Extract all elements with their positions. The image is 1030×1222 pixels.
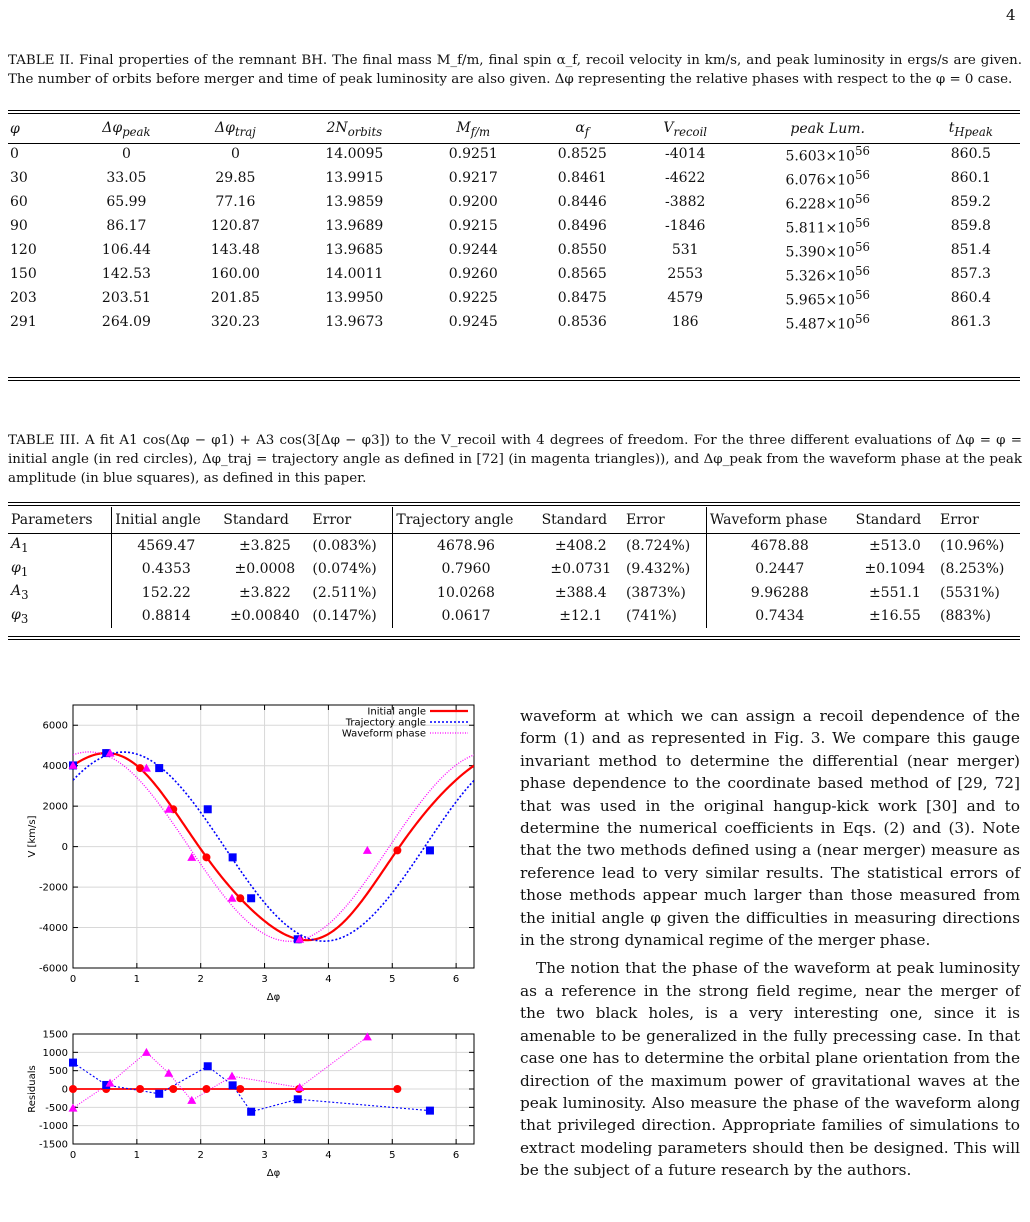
table2-cell: 860.5 [950,146,991,162]
table3-header-cell: Error [309,507,392,534]
table2-header-cell: $\Delta\varphi_{peak}$ [102,119,151,139]
table3-cell: ±513.0 [868,537,921,554]
table-row [8,286,1020,310]
data-point [247,894,255,902]
data-point [227,894,236,902]
table3-cell: ±0.1094 [864,561,926,578]
table3-cell: (2.511%) [309,581,392,605]
x-tick-label: 6 [452,1150,460,1161]
data-point [202,853,210,861]
table3-cell: ±3.822 [238,584,291,601]
table2-cell: $5.603\times 10^{56}$ [785,143,870,165]
y-tick-label: 1000 [42,1047,68,1059]
table2-cell: 0.8446 [557,194,607,210]
table-row [8,558,1020,582]
table2-caption: TABLE II. Final properties of the remnant BH. The final mass M_f/m, final spin α_f, recoil velocity in km/s, and peak luminosity in ergs/s are given. The number of orbits before merger and time of peak luminosity are also given. Δφ representing the relative phases with respect to the φ = 0 case. [8,53,1022,87]
body-paragraph: The notion that the phase of the waveform at peak luminosity as a reference in the strong field regime, near the merger of the two black holes, is a very interesting one, since it is amenable to be generalized in the fully precessing case. In that case one has to determine the orbital plane orientation from the direction of the maximum power of gravitational waves at the peak luminosity. Also measure the phase of the waveform along that privileged direction. Appropriate families of simulations to extract modeling parameters should then be designed. This will be the subject of a future research by the authors. [520,959,1020,1180]
table3-header-cell: Waveform phase [706,507,852,534]
table2-cell: 291 [10,314,37,330]
table-row [8,262,1020,286]
table2-cell: 142.53 [101,266,151,282]
table2-cell: 264.09 [101,314,151,330]
data-point [393,846,401,854]
table3-cell: $A_1$ [8,534,112,558]
table2-cell: 0.8565 [557,266,607,282]
residual-line [73,1037,367,1108]
y-tick-label: 2000 [42,801,68,813]
table3-cell: 0.7434 [755,608,805,625]
legend-label: Trajectory angle [345,717,426,729]
y-tick-label: -500 [45,1102,68,1114]
table2-cell: -1846 [665,218,706,234]
x-tick-label: 3 [261,974,268,985]
x-tick-label: 1 [133,1150,141,1161]
table2-cell: 13.9859 [325,194,384,210]
y-tick-label: 4000 [42,761,68,773]
table2-cell: 186 [671,314,699,330]
table2-cell: 0 [10,146,19,162]
table2-header-cell: $2N_{orbits}$ [326,119,383,139]
table3-cell: 0.7960 [441,561,491,578]
table3-cell: ±0.0008 [234,561,296,578]
table2-cell: 0.8536 [557,314,607,330]
table3-cell: 0.4353 [141,561,191,578]
plot-area [73,1037,430,1112]
data-point [155,764,163,772]
table3-cell: $\varphi_3$ [8,605,112,629]
body-paragraph: waveform at which we can assign a recoil dependence of the form (1) and as represented in Fig. 3. We compare this gauge invariant method to determine the differential (near merger) phase dependence to the coordinate based method of [29, 72] that was used in the original hangup-kick work [30] and to determine the numerical coefficients in Eqs. (2) and (3). Note that the two methods defined using a (near merger) measure as reference lead to very similar results. The statistical errors of those methods appear much larger than those measured from the initial angle φ given the difficulties in measuring directions in the strong dynamical regime of the merger phase. [520,707,1020,950]
y-tick-label: -4000 [38,923,68,935]
table3-cell: (3873%) [623,581,706,605]
table2-cell: $5.811\times 10^{56}$ [785,215,870,237]
table3-cell: (5531%) [940,584,1000,601]
table3-cell: 9.96288 [750,584,809,601]
data-point [247,1108,255,1116]
x-tick-label: 4 [325,1150,332,1161]
table2-cell: 77.16 [215,194,256,210]
table2-cell: $6.228\times 10^{56}$ [785,191,870,213]
recoil-figure [0,695,510,1220]
table3-cell: (0.083%) [309,534,392,558]
table3-cell: 0.2447 [755,561,805,578]
table2-cell: 0.9251 [448,146,498,162]
table2-cell: 0.9215 [448,218,498,234]
table2-cell: 13.9915 [325,170,384,186]
table2-cell: 0.9200 [448,194,498,210]
residual-line [73,1063,430,1112]
table3-cell: (10.96%) [940,537,1005,554]
table2-header-cell: peak Lum. [790,121,865,137]
table2-cell: 0.9260 [448,266,498,282]
table3-cell: (741%) [623,605,706,629]
y-axis-label: Residuals [27,1065,38,1113]
table-row [8,310,1020,334]
table-row [8,190,1020,214]
data-point [69,1059,77,1067]
table2-cell: 0.8461 [557,170,607,186]
table2-cell: 13.9689 [325,218,384,234]
y-tick-label: -2000 [38,882,68,894]
x-axis-label: Δφ [266,992,281,1003]
table3-cell: ±12.1 [559,608,603,625]
table3-header-cell: Error [937,507,1020,534]
table2-cell: 86.17 [106,218,147,234]
table2-cell: 201.85 [210,290,260,306]
data-point [236,1085,244,1093]
x-tick-label: 5 [389,1150,396,1161]
table2-cell: -4014 [665,146,706,162]
table2-cell: 160.00 [210,266,260,282]
table2-cell: 4579 [667,290,704,306]
y-tick-label: -6000 [38,963,68,975]
data-point [69,1085,77,1093]
y-tick-label: 0 [61,842,68,854]
table-row [8,581,1020,605]
table3-cell: ±551.1 [868,584,921,601]
table2-header-cell: $t_{Hpeak}$ [948,119,993,139]
table3-cell: 4678.88 [750,537,809,554]
table3-cell: ±0.0731 [550,561,612,578]
table3-cell: (8.724%) [623,534,706,558]
table2-cell: 120.87 [210,218,260,234]
table-row [8,238,1020,262]
table2-cell: 0.9225 [448,290,498,306]
table2-cell: 0 [230,146,240,162]
data-point [155,1090,163,1098]
data-point [136,1085,144,1093]
table2-cell: 65.99 [106,194,147,210]
table2-cell: 0.8496 [557,218,607,234]
y-tick-label: -1500 [38,1139,68,1151]
x-tick-label: 6 [452,974,460,985]
table3-header-cell: Parameters [8,507,112,534]
table2-cell: -3882 [665,194,706,210]
x-tick-label: 0 [69,974,77,985]
table2-header-cell: $V_{recoil}$ [663,119,708,139]
table-row [8,142,1020,166]
table2-cell: 857.3 [950,266,991,282]
velocity-plot [27,705,474,1003]
table2-cell: 60 [10,194,28,210]
table2-cell: 30 [10,170,28,186]
table2 [8,116,1020,334]
table3-cell: ±16.55 [868,608,921,625]
page-number: 4 [1006,6,1016,24]
table2-cell: $5.326\times 10^{56}$ [785,263,870,285]
table2-cell: 29.85 [215,170,256,186]
table2-cell: 33.05 [106,170,147,186]
legend-label: Initial angle [367,706,426,718]
table2-cell: 203.51 [101,290,151,306]
data-point [294,1095,302,1103]
table2-cell: 13.9673 [325,314,384,330]
data-point [202,1085,210,1093]
data-point [426,846,434,854]
x-tick-label: 1 [133,974,141,985]
table2-cell: 0.9245 [448,314,498,330]
table3-header-cell: Error [623,507,706,534]
x-tick-label: 5 [389,974,396,985]
table2-cell: 0.8550 [557,242,607,258]
table2-cell: 859.2 [950,194,991,210]
table2-cell: 13.9685 [325,242,384,258]
x-tick-label: 2 [197,974,204,985]
x-tick-label: 4 [325,974,332,985]
table3-cell: 10.0268 [437,584,495,601]
table-row [8,214,1020,238]
data-point [227,1072,236,1080]
table2-cell: 859.8 [950,218,991,234]
table2-cell: 861.3 [950,314,991,330]
table3-cell: (0.147%) [309,605,392,629]
data-point [393,1085,401,1093]
table2-cell: 106.44 [101,242,151,258]
table3-cell: ±3.825 [238,537,291,554]
table3-caption: TABLE III. A fit A1 cos(Δφ − φ1) + A3 cos(3[Δφ − φ3]) to the V_recoil with 4 degrees of freedom. For the three different evaluations of Δφ = φ = initial angle (in red circles), Δφ_traj = trajectory angle as defined in [72] (in magenta triangles)), and Δφ_peak from the waveform phase at the peak amplitude (in blue squares), as defined in this paper. [8,433,1022,486]
y-tick-label: -1000 [38,1121,68,1133]
table-row [8,605,1020,629]
data-point [187,1096,196,1104]
table2-cell: $5.390\times 10^{56}$ [785,239,870,261]
legend-label: Waveform phase [341,728,426,740]
table2-cell: 0.8525 [557,146,607,162]
table3-header-cell: Initial angle [112,507,220,534]
table2-cell: 203 [10,290,37,306]
data-point [204,805,212,813]
data-point [229,1081,237,1089]
table2-cell: 320.23 [210,314,260,330]
table2-cell: 14.0095 [325,146,384,162]
table2-cell: 14.0011 [325,266,384,282]
table2-cell: 531 [671,242,699,258]
table2-cell: 90 [10,218,28,234]
y-tick-label: 1500 [42,1029,68,1041]
table3-cell: ±0.00840 [230,608,300,625]
table2-cell: 150 [10,266,37,282]
table3-cell: (0.074%) [309,558,392,582]
table2-cell: -4622 [665,170,706,186]
y-axis-label: V [km/s] [27,815,38,858]
table-row [8,166,1020,190]
table3-header-cell: Standard [853,507,937,534]
table3-cell: $A_3$ [8,581,112,605]
table2-cell: 0.9244 [448,242,498,258]
data-point [169,1085,177,1093]
table3-header-cell: Standard [220,507,309,534]
table3-cell: (883%) [940,608,991,625]
data-point [236,894,244,902]
y-tick-label: 500 [48,1066,68,1078]
table3 [8,507,1020,628]
table3-cell: 152.22 [141,584,191,601]
x-axis-label: Δφ [266,1168,281,1179]
table2-header-cell: $M_{f/m}$ [456,119,491,139]
table3-cell: (9.432%) [623,558,706,582]
table2-cell: $5.487\times 10^{56}$ [785,311,870,333]
data-point [426,1107,434,1115]
table2-cell: 120 [10,242,37,258]
table2-cell: 143.48 [210,242,260,258]
table3-header-cell: Standard [539,507,623,534]
table2-header-cell: $\alpha_f$ [575,119,590,139]
data-point [187,853,196,861]
table2-cell: 13.9950 [325,290,384,306]
table2-cell: $6.076\times 10^{56}$ [785,167,870,189]
data-point [229,853,237,861]
table3-cell: ±408.2 [554,537,607,554]
table-row [8,534,1020,558]
data-point [204,1062,212,1070]
x-tick-label: 2 [197,1150,204,1161]
table3-cell: 0.0617 [441,608,491,625]
y-tick-label: 6000 [42,720,68,732]
table3-cell: ±388.4 [554,584,607,601]
body-text [520,705,1020,1182]
table2-cell: 860.1 [950,170,991,186]
table2-header-cell: φ [10,121,20,137]
table2-cell: 0.8475 [557,290,607,306]
table2-cell: 2553 [667,266,704,282]
table3-cell: 4569.47 [137,537,196,554]
table3-cell: 4678.96 [437,537,495,554]
y-tick-label: 0 [61,1084,68,1096]
x-tick-label: 0 [69,1150,77,1161]
table3-cell: $\varphi_1$ [8,558,112,582]
table2-cell: $5.965\times 10^{56}$ [785,287,870,309]
table2-cell: 860.4 [950,290,991,306]
table2-cell: 0 [121,146,131,162]
x-tick-label: 3 [261,1150,268,1161]
table3-cell: 0.8814 [141,608,191,625]
table3-cell: (8.253%) [940,561,1005,578]
table2-cell: 0.9217 [448,170,498,186]
table2-header-cell: $\Delta\varphi_{traj}$ [215,119,256,139]
table2-cell: 851.4 [950,242,991,258]
table3-header-cell: Trajectory angle [393,507,539,534]
residuals-plot [27,1030,474,1180]
